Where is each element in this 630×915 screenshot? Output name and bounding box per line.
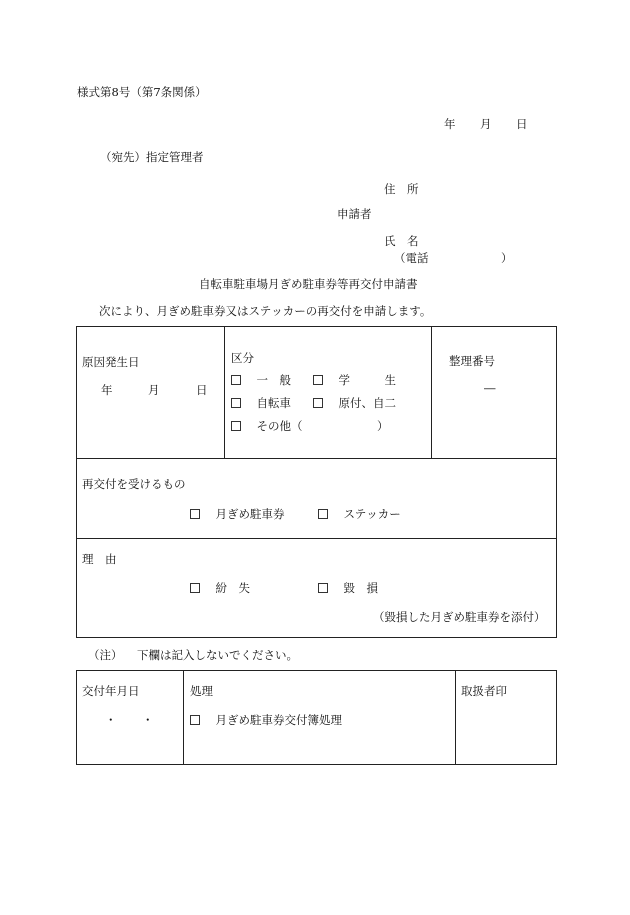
- phone-open: （電話: [394, 251, 429, 265]
- date-month-label: 月: [480, 117, 492, 131]
- divider: [455, 670, 456, 765]
- handler-seal-label: 取扱者印: [461, 684, 507, 698]
- option-moped[interactable]: [313, 397, 396, 411]
- issue-date-label: 交付年月日: [82, 684, 140, 698]
- checkbox-icon[interactable]: [231, 421, 241, 431]
- option-parking-pass[interactable]: [190, 508, 285, 522]
- divider: [76, 538, 557, 539]
- option-student[interactable]: [313, 374, 396, 388]
- cause-year: 年: [101, 383, 113, 397]
- processing-item[interactable]: [190, 714, 342, 728]
- checkbox-icon[interactable]: [231, 398, 241, 408]
- issue-date-dot: ・: [142, 713, 154, 727]
- checkbox-icon[interactable]: [190, 715, 200, 725]
- issue-date-dot: ・: [105, 713, 117, 727]
- option-lost[interactable]: [190, 582, 250, 596]
- damaged-note: （毀損した月ぎめ駐車券を添付）: [373, 610, 546, 624]
- form-number: 様式第8号（第7条関係）: [77, 85, 207, 99]
- cause-date-label: 原因発生日: [82, 355, 140, 369]
- option-parking-pass-label: 月ぎめ駐車券: [215, 507, 285, 521]
- note-mark: （注）: [88, 648, 123, 662]
- option-moped-label: 原付、自二: [338, 396, 396, 410]
- date-year-label: 年: [444, 117, 456, 131]
- checkbox-icon[interactable]: [318, 509, 328, 519]
- option-other-close: ）: [377, 419, 389, 433]
- processing-label: 処理: [190, 684, 213, 698]
- name-label: 氏 名: [384, 234, 419, 248]
- date-day-label: 日: [516, 117, 528, 131]
- option-damaged-label: 毀 損: [343, 581, 378, 595]
- option-student-label: 学 生: [338, 373, 396, 387]
- option-other[interactable]: [231, 420, 303, 434]
- intro-text: 次により、月ぎめ駐車券又はステッカーの再交付を申請します。: [99, 304, 432, 318]
- checkbox-icon[interactable]: [313, 375, 323, 385]
- phone-close: ）: [501, 251, 513, 265]
- divider: [183, 670, 184, 765]
- ref-number-label: 整理番号: [449, 354, 495, 368]
- option-lost-label: 紛 失: [215, 581, 250, 595]
- option-sticker[interactable]: [318, 508, 401, 522]
- checkbox-icon[interactable]: [190, 583, 200, 593]
- option-sticker-label: ステッカー: [343, 507, 401, 521]
- note-text: 下欄は記入しないでください。: [137, 648, 298, 662]
- cause-day: 日: [196, 383, 208, 397]
- divider: [76, 458, 557, 459]
- checkbox-icon[interactable]: [313, 398, 323, 408]
- ref-number-dash: ―: [484, 381, 496, 395]
- processing-item-label: 月ぎめ駐車券交付簿処理: [215, 713, 342, 727]
- option-damaged[interactable]: [318, 582, 378, 596]
- reissue-item-label: 再交付を受けるもの: [82, 477, 186, 491]
- address-label: 住 所: [384, 182, 419, 196]
- divider: [224, 326, 225, 459]
- document-title: 自転車駐車場月ぎめ駐車券等再交付申請書: [199, 277, 418, 291]
- reason-label: 理 由: [82, 552, 117, 566]
- option-general[interactable]: [231, 374, 291, 388]
- cause-month: 月: [148, 383, 160, 397]
- option-bicycle-label: 自転車: [256, 396, 291, 410]
- divider: [431, 326, 432, 459]
- category-label: 区分: [231, 351, 254, 365]
- addressee: （宛先）指定管理者: [100, 150, 204, 164]
- option-other-label: その他（: [256, 419, 303, 433]
- option-bicycle[interactable]: [231, 397, 291, 411]
- checkbox-icon[interactable]: [190, 509, 200, 519]
- option-general-label: 一 般: [256, 373, 291, 387]
- checkbox-icon[interactable]: [231, 375, 241, 385]
- checkbox-icon[interactable]: [318, 583, 328, 593]
- applicant-label: 申請者: [337, 207, 372, 221]
